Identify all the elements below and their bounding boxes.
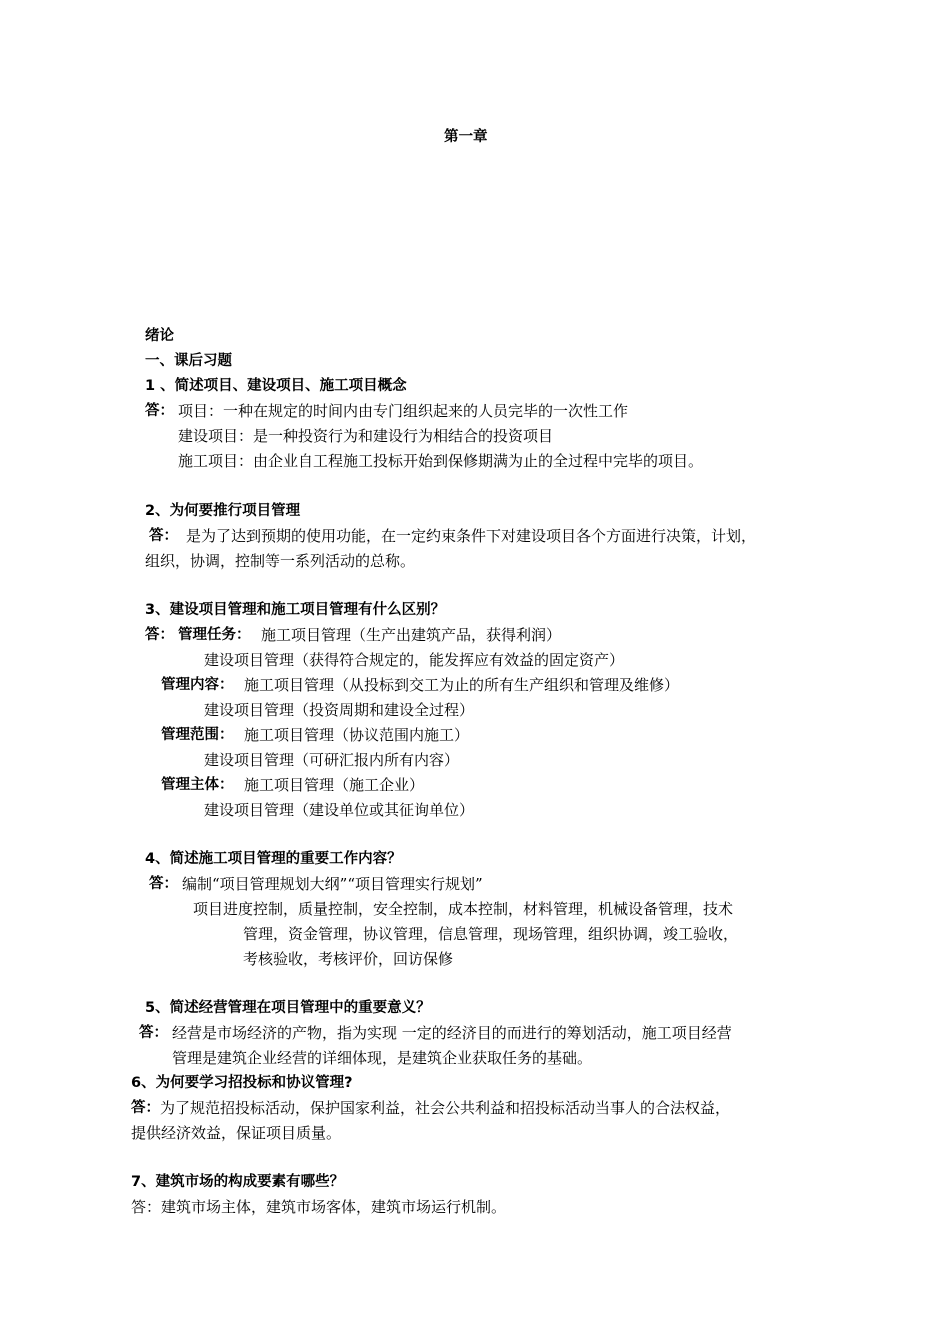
q3-row-content-label: 管理内容： bbox=[161, 677, 234, 693]
q3-row-scope-build: 建设项目管理（可研汇报内所有内容） bbox=[204, 751, 460, 769]
q3-row-scope-label: 管理范围： bbox=[161, 727, 234, 743]
q4-title: 4、简述施工项目管理的重要工作内容？ bbox=[145, 851, 402, 867]
q5-answer-label: 答： bbox=[139, 1025, 168, 1041]
q3-title: 3、建设项目管理和施工项目管理有什么区别？ bbox=[145, 602, 446, 618]
q4-line3: 管理，资金管理，协议管理，信息管理，现场管理，组织协调，竣工验收， bbox=[243, 925, 739, 943]
q1-line2: 建设项目：是一种投资行为和建设行为相结合的投资项目 bbox=[178, 427, 554, 445]
q7-title: 7、建筑市场的构成要素有哪些？ bbox=[131, 1174, 345, 1190]
q2-line1: 是为了达到预期的使用功能，在一定约束条件下对建设项目各个方面进行决策，计划， bbox=[186, 527, 757, 545]
section-heading: 一、课后习题 bbox=[145, 353, 232, 369]
q2-answer-label: 答： bbox=[149, 528, 178, 544]
q3-row-subject-construction: 施工项目管理（施工企业） bbox=[244, 776, 425, 794]
q3-row-subject-build: 建设项目管理（建设单位或其征询单位） bbox=[204, 801, 475, 819]
q1-title: 1 、简述项目、建设项目、施工项目概念 bbox=[145, 378, 407, 394]
q2-title: 2、为何要推行项目管理 bbox=[145, 503, 301, 519]
q5-line1: 经营是市场经济的产物，指为实现 一定的经济目的而进行的筹划活动，施工项目经营 bbox=[172, 1024, 732, 1042]
intro-heading: 绪论 bbox=[145, 328, 174, 344]
q6-line2: 提供经济效益，保证项目质量。 bbox=[131, 1124, 342, 1142]
q1-answer-label: 答： bbox=[145, 403, 174, 419]
q4-answer-label: 答： bbox=[149, 876, 178, 892]
q1-line1: 项目：一种在规定的时间内由专门组织起来的人员完毕的一次性工作 bbox=[178, 402, 629, 420]
q3-row-scope-construction: 施工项目管理（协议范围内施工） bbox=[244, 726, 470, 744]
q6-title: 6、为何要学习招投标和协议管理? bbox=[131, 1075, 353, 1091]
q3-row-content-build: 建设项目管理（投资周期和建设全过程） bbox=[204, 701, 475, 719]
q6-answer-label: 答： bbox=[131, 1100, 160, 1116]
q2-line2: 组织，协调，控制等一系列活动的总称。 bbox=[145, 552, 416, 570]
q4-line1: 编制“项目管理规划大纲”“项目管理实行规划” bbox=[182, 875, 483, 893]
q3-row-content-construction: 施工项目管理（从投标到交工为止的所有生产组织和管理及维修） bbox=[244, 676, 680, 694]
q1-line3: 施工项目：由企业自工程施工投标开始到保修期满为止的全过程中完毕的项目。 bbox=[178, 452, 704, 470]
q5-line2: 管理是建筑企业经营的详细体现，是建筑企业获取任务的基础。 bbox=[172, 1049, 593, 1067]
q3-row-task-label: 管理任务： bbox=[178, 627, 251, 643]
q4-line4: 考核验收，考核评价，回访保修 bbox=[243, 950, 454, 968]
q7-answer: 答：建筑市场主体，建筑市场客体，建筑市场运行机制。 bbox=[131, 1198, 507, 1216]
q3-row-subject-label: 管理主体： bbox=[161, 777, 234, 793]
q4-line2: 项目进度控制，质量控制，安全控制，成本控制，材料管理，机械设备管理，技术 bbox=[193, 900, 734, 918]
q6-line1: 为了规范招投标活动，保护国家利益，社会公共利益和招投标活动当事人的合法权益， bbox=[160, 1099, 731, 1117]
chapter-title: 第一章 bbox=[444, 129, 488, 145]
q3-row-task-construction: 施工项目管理（生产出建筑产品，获得利润） bbox=[261, 626, 562, 644]
q3-answer-label: 答： bbox=[145, 627, 174, 643]
q5-title: 5、简述经营管理在项目管理中的重要意义？ bbox=[145, 1000, 431, 1016]
q3-row-task-build: 建设项目管理（获得符合规定的，能发挥应有效益的固定资产） bbox=[204, 651, 625, 669]
